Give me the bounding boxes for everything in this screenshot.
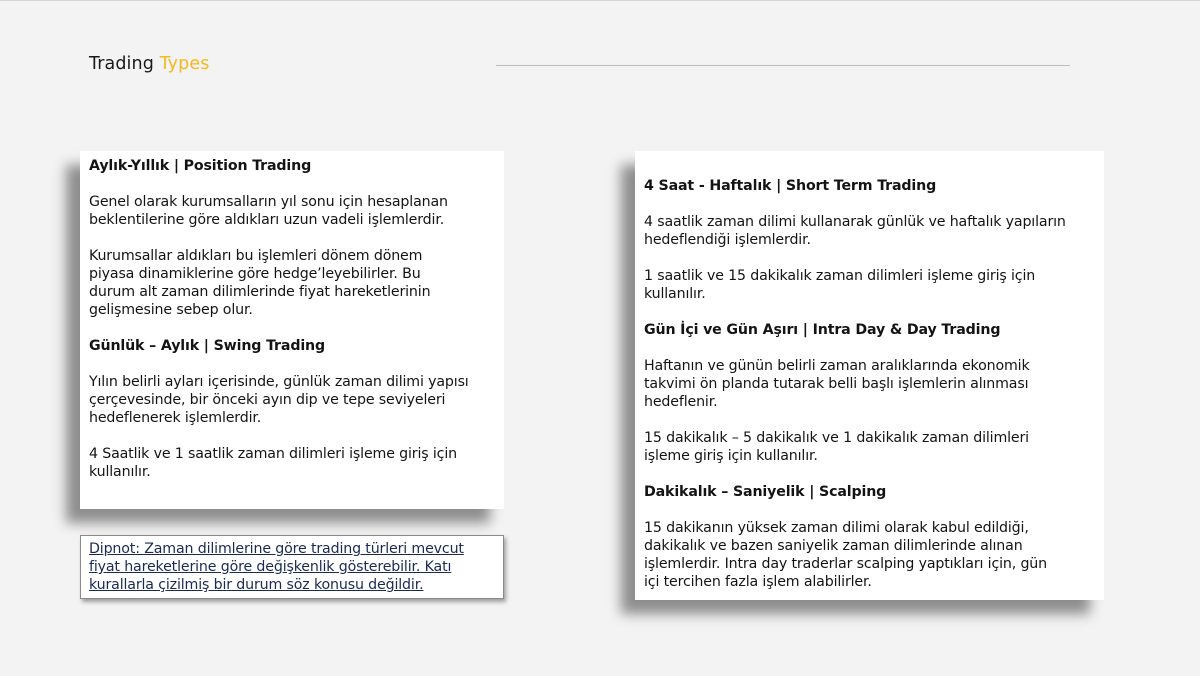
right-content-card (635, 151, 1104, 600)
intraday-trading-heading: Gün İçi ve Gün Aşırı | Intra Day & Day Trading (644, 322, 1001, 338)
header-divider (496, 65, 1070, 66)
position-trading-paragraph-1: Genel olarak kurumsalların yıl sonu için hesaplanan beklentilerine göre aldıkları uzun vadeli işlemlerdir. (89, 194, 448, 228)
swing-trading-paragraph-2: 4 Saatlik ve 1 saatlik zaman dilimleri işleme giriş için kullanılır. (89, 446, 457, 480)
intraday-trading-paragraph-1: Haftanın ve günün belirli zaman aralıklarında ekonomik takvimi ön planda tutarak belli başlı işlemlerin alınması hedeflenir. (644, 358, 1030, 410)
scalping-paragraph-1: 15 dakikanın yüksek zaman dilimi olarak kabul edildiği, dakikalık ve bazen saniyelik zaman dilimlerinde alınan işlemlerdir. Intra day traderlar scalping yaptıkları için, gün içi tercihen fazla işlem alabilirler. (644, 520, 1047, 590)
swing-trading-heading: Günlük – Aylık | Swing Trading (89, 338, 326, 354)
short-term-trading-heading: 4 Saat - Haftalık | Short Term Trading (644, 178, 937, 194)
top-border (0, 0, 1200, 1)
left-content-card (80, 151, 504, 509)
footnote-box: Dipnot: Zaman dilimlerine göre trading türleri mevcut fiyat hareketlerine göre değişkenlik gösterebilir. Katı kurallarla çizilmiş bir durum söz konusu değildir. (80, 535, 504, 599)
swing-trading-paragraph-1: Yılın belirli ayları içerisinde, günlük zaman dilimi yapısı çerçevesinde, bir önceki ayın dip ve tepe seviyeleri hedeflenerek işlemlerdir. (89, 374, 469, 426)
short-term-trading-paragraph-2: 1 saatlik ve 15 dakikalık zaman dilimleri işleme giriş için kullanılır. (644, 268, 1036, 302)
short-term-trading-paragraph-1: 4 saatlik zaman dilimi kullanarak günlük ve haftalık yapıların hedeflendiği işlemlerdir. (644, 214, 1066, 248)
position-trading-paragraph-2: Kurumsallar aldıkları bu işlemleri dönem dönem piyasa dinamiklerine göre hedge’leyebilirler. Bu durum alt zaman dilimlerinde fiyat hareketlerinin gelişmesine sebep olur. (89, 248, 431, 318)
position-trading-heading: Aylık-Yıllık | Position Trading (89, 158, 312, 174)
page-title-main: Trading (89, 54, 154, 74)
scalping-heading: Dakikalık – Saniyelik | Scalping (644, 484, 887, 500)
intraday-trading-paragraph-2: 15 dakikalık – 5 dakikalık ve 1 dakikalık zaman dilimleri işleme giriş için kullanılır. (644, 430, 1029, 464)
page-title (89, 54, 209, 74)
page-title-accent: Types (159, 54, 210, 74)
